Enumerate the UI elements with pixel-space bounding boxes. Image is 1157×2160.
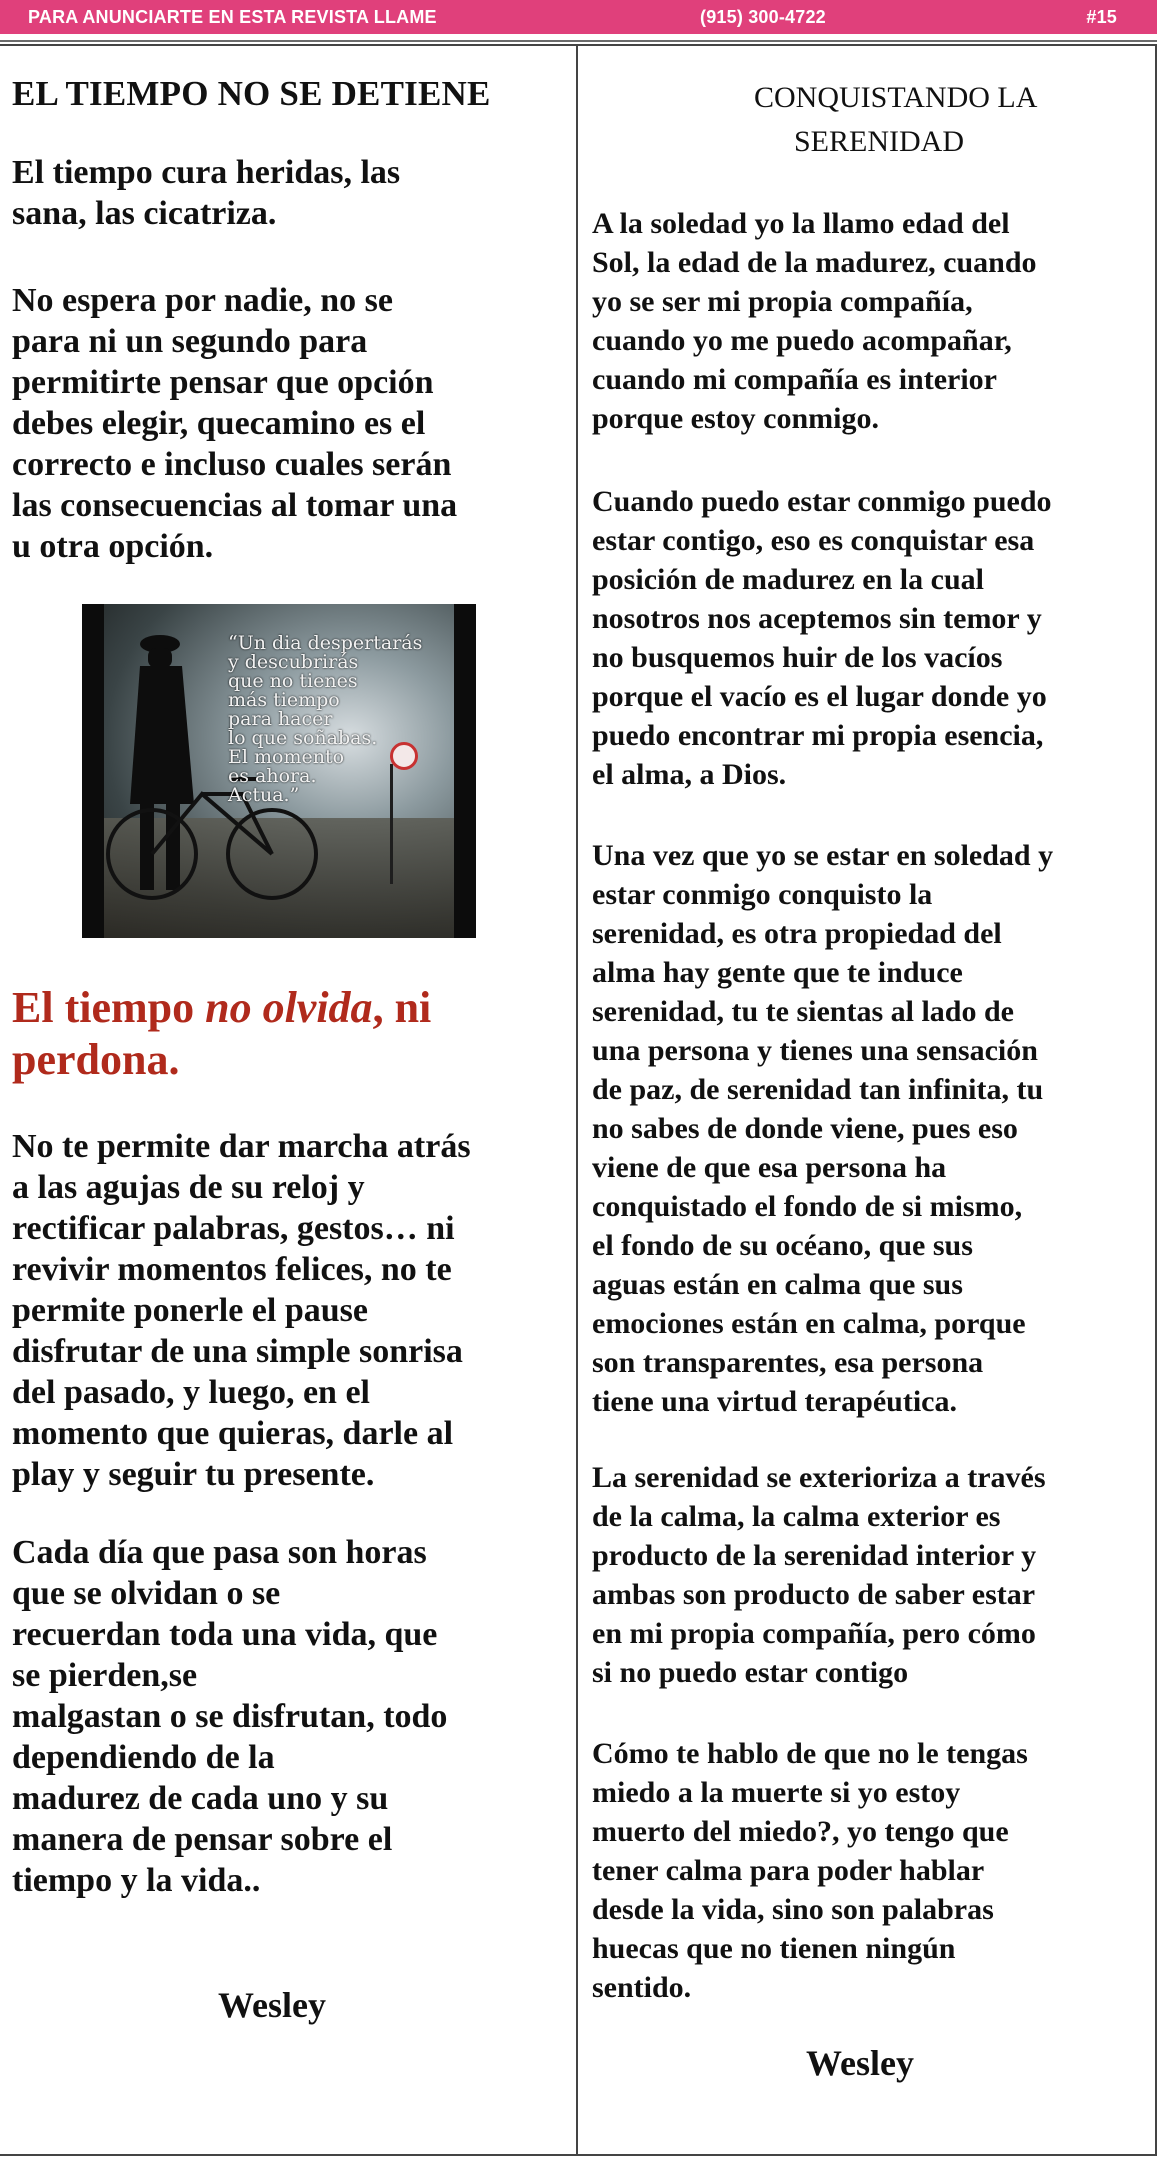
right-paragraph-5 bbox=[592, 1734, 1152, 2007]
text-line: disfrutar de una simple sonrisa bbox=[12, 1333, 463, 1370]
text-line: sentido. bbox=[592, 1971, 692, 2004]
text-line: A la soledad yo la llamo edad del bbox=[592, 207, 1010, 240]
left-paragraph-1 bbox=[12, 152, 567, 234]
text-line: tiempo y la vida.. bbox=[12, 1862, 261, 1899]
text-line: No te permite dar marcha atrás bbox=[12, 1128, 471, 1165]
red-subheading bbox=[12, 982, 572, 1086]
text-line: porque estoy conmigo. bbox=[592, 402, 879, 435]
ad-notice: PARA ANUNCIARTE EN ESTA REVISTA LLAME bbox=[28, 7, 437, 27]
text-line: rectificar palabras, gestos… ni bbox=[12, 1210, 455, 1247]
text-line: Cuando puedo estar conmigo puedo bbox=[592, 485, 1052, 518]
text-line: miedo a la muerte si yo estoy bbox=[592, 1776, 961, 1809]
text-line: para ni un segundo para bbox=[12, 323, 368, 360]
text-line: en mi propia compañía, pero cómo bbox=[592, 1617, 1036, 1650]
text-line: recuerdan toda una vida, que bbox=[12, 1616, 438, 1653]
text-line: si no puedo estar contigo bbox=[592, 1656, 909, 1689]
text-line: Una vez que yo se estar en soledad y bbox=[592, 839, 1054, 872]
left-paragraph-4 bbox=[12, 1532, 567, 1901]
right-paragraph-1 bbox=[592, 204, 1152, 438]
quote-line: es ahora. bbox=[228, 765, 317, 787]
text-line: nosotros nos aceptemos sin temor y bbox=[592, 602, 1042, 635]
text-line: las consecuencias al tomar una bbox=[12, 487, 458, 524]
text-line: Cada día que pasa son horas bbox=[12, 1534, 427, 1571]
subheading-part3: , ni bbox=[372, 983, 432, 1032]
text-line: correcto e incluso cuales serán bbox=[12, 446, 452, 483]
text-line: conquistado el fondo de si mismo, bbox=[592, 1190, 1023, 1223]
left-column bbox=[0, 44, 578, 2156]
text-line: producto de la serenidad interior y bbox=[592, 1539, 1037, 1572]
text-line: estar conmigo conquisto la bbox=[592, 878, 933, 911]
subheading-line2: perdona. bbox=[12, 1035, 180, 1084]
text-line: tiene una virtud terapéutica. bbox=[592, 1385, 957, 1418]
text-line: emociones están en calma, porque bbox=[592, 1307, 1026, 1340]
right-article-title bbox=[754, 76, 1038, 164]
quote-line: lo que soñabas. bbox=[228, 727, 378, 749]
right-paragraph-3 bbox=[592, 836, 1152, 1421]
text-line: una persona y tienes una sensación bbox=[592, 1034, 1038, 1067]
left-paragraph-2 bbox=[12, 280, 567, 567]
quote-line: “Un dia despertarás bbox=[228, 632, 423, 654]
text-line: Cómo te hablo de que no le tengas bbox=[592, 1737, 1028, 1770]
right-signature: Wesley bbox=[806, 2043, 914, 2083]
text-line: yo se ser mi propia compañía, bbox=[592, 285, 973, 318]
right-paragraph-4 bbox=[592, 1458, 1152, 1692]
text-line: porque el vacío es el lugar donde yo bbox=[592, 680, 1047, 713]
top-banner bbox=[0, 0, 1157, 34]
text-line: son transparentes, esa persona bbox=[592, 1346, 984, 1379]
text-line: el alma, a Dios. bbox=[592, 758, 787, 791]
quote-line: para hacer bbox=[228, 708, 333, 730]
text-line: sana, las cicatriza. bbox=[12, 195, 277, 232]
text-line: aguas están en calma que sus bbox=[592, 1268, 963, 1301]
text-line: manera de pensar sobre el bbox=[12, 1821, 393, 1858]
text-line: posición de madurez en la cual bbox=[592, 563, 984, 596]
text-line: permite ponerle el pause bbox=[12, 1292, 368, 1329]
left-article-title: EL TIEMPO NO SE DETIENE bbox=[12, 74, 491, 113]
text-line: viene de que esa persona ha bbox=[592, 1151, 947, 1184]
text-line: cuando mi compañía es interior bbox=[592, 363, 997, 396]
text-line: puedo encontrar mi propia esencia, bbox=[592, 719, 1044, 752]
quote-line: más tiempo bbox=[228, 689, 340, 711]
quote-line: Actua.” bbox=[228, 784, 300, 806]
quote-line: El momento bbox=[228, 746, 345, 768]
text-line: a las agujas de su reloj y bbox=[12, 1169, 365, 1206]
text-line: El tiempo cura heridas, las bbox=[12, 154, 401, 191]
quote-photo bbox=[82, 604, 476, 938]
text-line: No espera por nadie, no se bbox=[12, 282, 393, 319]
text-line: u otra opción. bbox=[12, 528, 214, 565]
phone-number: (915) 300-4722 bbox=[700, 7, 826, 27]
text-line: debes elegir, quecamino es el bbox=[12, 405, 426, 442]
title-line: SERENIDAD bbox=[794, 125, 964, 158]
text-line: malgastan o se disfrutan, todo bbox=[12, 1698, 448, 1735]
text-line: el fondo de su océano, que sus bbox=[592, 1229, 973, 1262]
subheading-emphasis: no olvida bbox=[205, 983, 373, 1032]
quote-line: y descubrirás bbox=[228, 651, 359, 673]
subheading-part1: El tiempo bbox=[12, 983, 206, 1032]
text-line: de la calma, la calma exterior es bbox=[592, 1500, 1001, 1533]
text-line: play y seguir tu presente. bbox=[12, 1456, 375, 1493]
photo-quote bbox=[228, 634, 422, 805]
text-line: muerto del miedo?, yo tengo que bbox=[592, 1815, 1009, 1848]
text-line: estar contigo, eso es conquistar esa bbox=[592, 524, 1035, 557]
text-line: permitirte pensar que opción bbox=[12, 364, 434, 401]
right-column bbox=[576, 44, 1157, 2156]
text-line: revivir momentos felices, no te bbox=[12, 1251, 452, 1288]
text-line: serenidad, es otra propiedad del bbox=[592, 917, 1002, 950]
left-paragraph-3 bbox=[12, 1126, 567, 1495]
text-line: tener calma para poder hablar bbox=[592, 1854, 985, 1887]
text-line: no busquemos huir de los vacíos bbox=[592, 641, 1003, 674]
title-line: CONQUISTANDO LA bbox=[754, 81, 1038, 114]
right-paragraph-2 bbox=[592, 482, 1152, 794]
text-line: se pierden,se bbox=[12, 1657, 198, 1694]
header-rule bbox=[0, 40, 1157, 42]
text-line: dependiendo de la bbox=[12, 1739, 275, 1776]
text-line: cuando yo me puedo acompañar, bbox=[592, 324, 1012, 357]
text-line: La serenidad se exterioriza a través bbox=[592, 1461, 1046, 1494]
text-line: que se olvidan o se bbox=[12, 1575, 281, 1612]
quote-line: que no tienes bbox=[228, 670, 358, 692]
text-line: huecas que no tienen ningún bbox=[592, 1932, 956, 1965]
text-line: del pasado, y luego, en el bbox=[12, 1374, 370, 1411]
text-line: madurez de cada uno y su bbox=[12, 1780, 389, 1817]
text-line: serenidad, tu te sientas al lado de bbox=[592, 995, 1014, 1028]
text-line: de paz, de serenidad tan infinita, tu bbox=[592, 1073, 1044, 1106]
text-line: alma hay gente que te induce bbox=[592, 956, 963, 989]
page-number: #15 bbox=[1086, 7, 1117, 27]
text-line: desde la vida, sino son palabras bbox=[592, 1893, 994, 1926]
text-line: momento que quieras, darle al bbox=[12, 1415, 454, 1452]
text-line: no sabes de donde viene, pues eso bbox=[592, 1112, 1018, 1145]
text-line: Sol, la edad de la madurez, cuando bbox=[592, 246, 1037, 279]
text-line: ambas son producto de saber estar bbox=[592, 1578, 1036, 1611]
left-signature: Wesley bbox=[218, 1985, 326, 2025]
